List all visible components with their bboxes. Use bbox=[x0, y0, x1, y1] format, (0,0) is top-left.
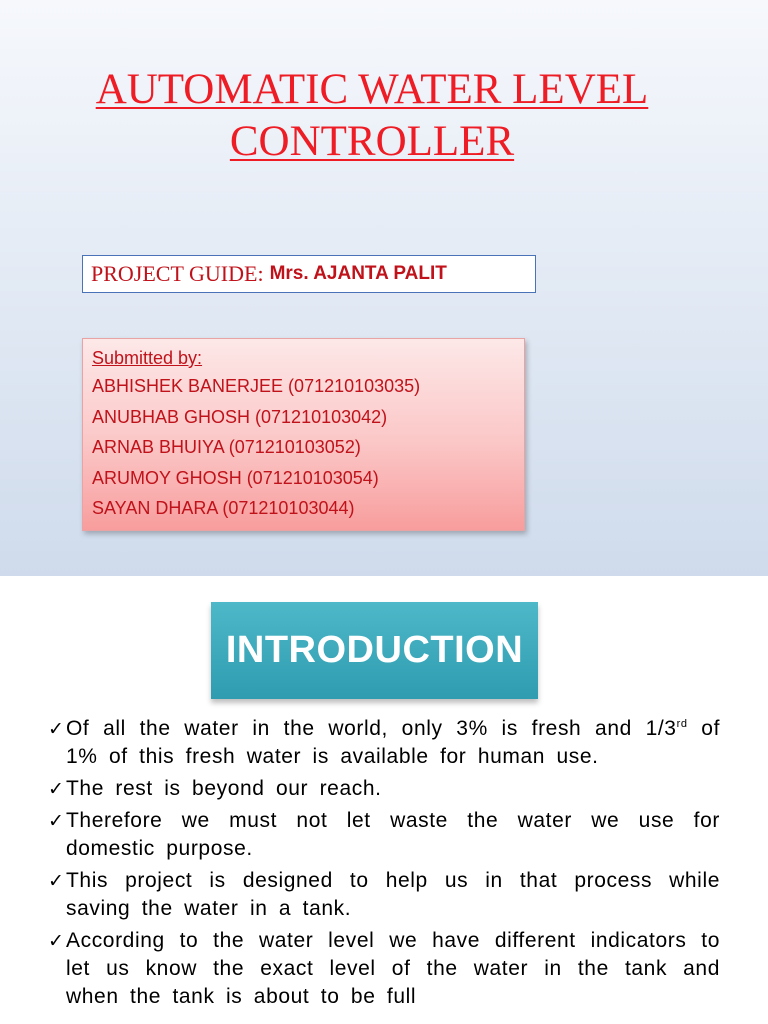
introduction-heading-box bbox=[211, 602, 538, 699]
slide-title bbox=[0, 64, 744, 168]
submitted-by-box bbox=[82, 338, 525, 531]
bullet-item bbox=[48, 867, 720, 923]
member-item: ABHISHEK BANERJEE (071210103035) bbox=[92, 376, 421, 396]
title-line-1: AUTOMATIC WATER LEVEL bbox=[95, 66, 649, 113]
bullet-text: Therefore we must not let waste the water we use for domestic purpose. bbox=[66, 809, 720, 860]
member-item: ANUBHAB GHOSH (071210103042) bbox=[92, 406, 388, 427]
bullet-text: According to the water level we have different indicators to let us know the exact level of the water in the tank and when the tank is about to be full bbox=[66, 929, 720, 1008]
slide-divider bbox=[0, 576, 768, 584]
title-line-2: CONTROLLER bbox=[229, 118, 515, 165]
member-item: ARNAB BHUIYA (071210103052) bbox=[92, 437, 361, 457]
guide-label: PROJECT GUIDE: bbox=[91, 261, 264, 286]
ordinal-superscript: rd bbox=[676, 718, 688, 730]
bullet-text-part: of 1% of this fresh water is available for human use. bbox=[66, 717, 721, 768]
bullet-item bbox=[48, 927, 720, 1011]
project-guide-box bbox=[82, 255, 536, 293]
checkmark-icon: ✓ bbox=[48, 930, 65, 952]
bullet-item bbox=[48, 715, 720, 771]
checkmark-icon: ✓ bbox=[48, 778, 65, 800]
checkmark-icon: ✓ bbox=[48, 810, 65, 832]
bullet-text: The rest is beyond our reach. bbox=[66, 777, 382, 800]
introduction-heading: INTRODUCTION bbox=[225, 629, 524, 671]
introduction-bullet-list bbox=[48, 715, 720, 1015]
guide-name: Mrs. AJANTA PALIT bbox=[269, 263, 447, 284]
bullet-text-part: Of all the water in the world, only 3% is fresh and 1/3 bbox=[66, 717, 677, 740]
bullet-item bbox=[48, 807, 720, 863]
bullet-item bbox=[48, 775, 720, 803]
checkmark-icon: ✓ bbox=[48, 718, 65, 740]
checkmark-icon: ✓ bbox=[48, 870, 65, 892]
submitted-by-heading: Submitted by: bbox=[92, 348, 203, 368]
bullet-text: This project is designed to help us in that process while saving the water in a tank. bbox=[66, 869, 720, 920]
member-item: ARUMOY GHOSH (071210103054) bbox=[92, 467, 379, 488]
member-item: SAYAN DHARA (071210103044) bbox=[92, 498, 355, 518]
